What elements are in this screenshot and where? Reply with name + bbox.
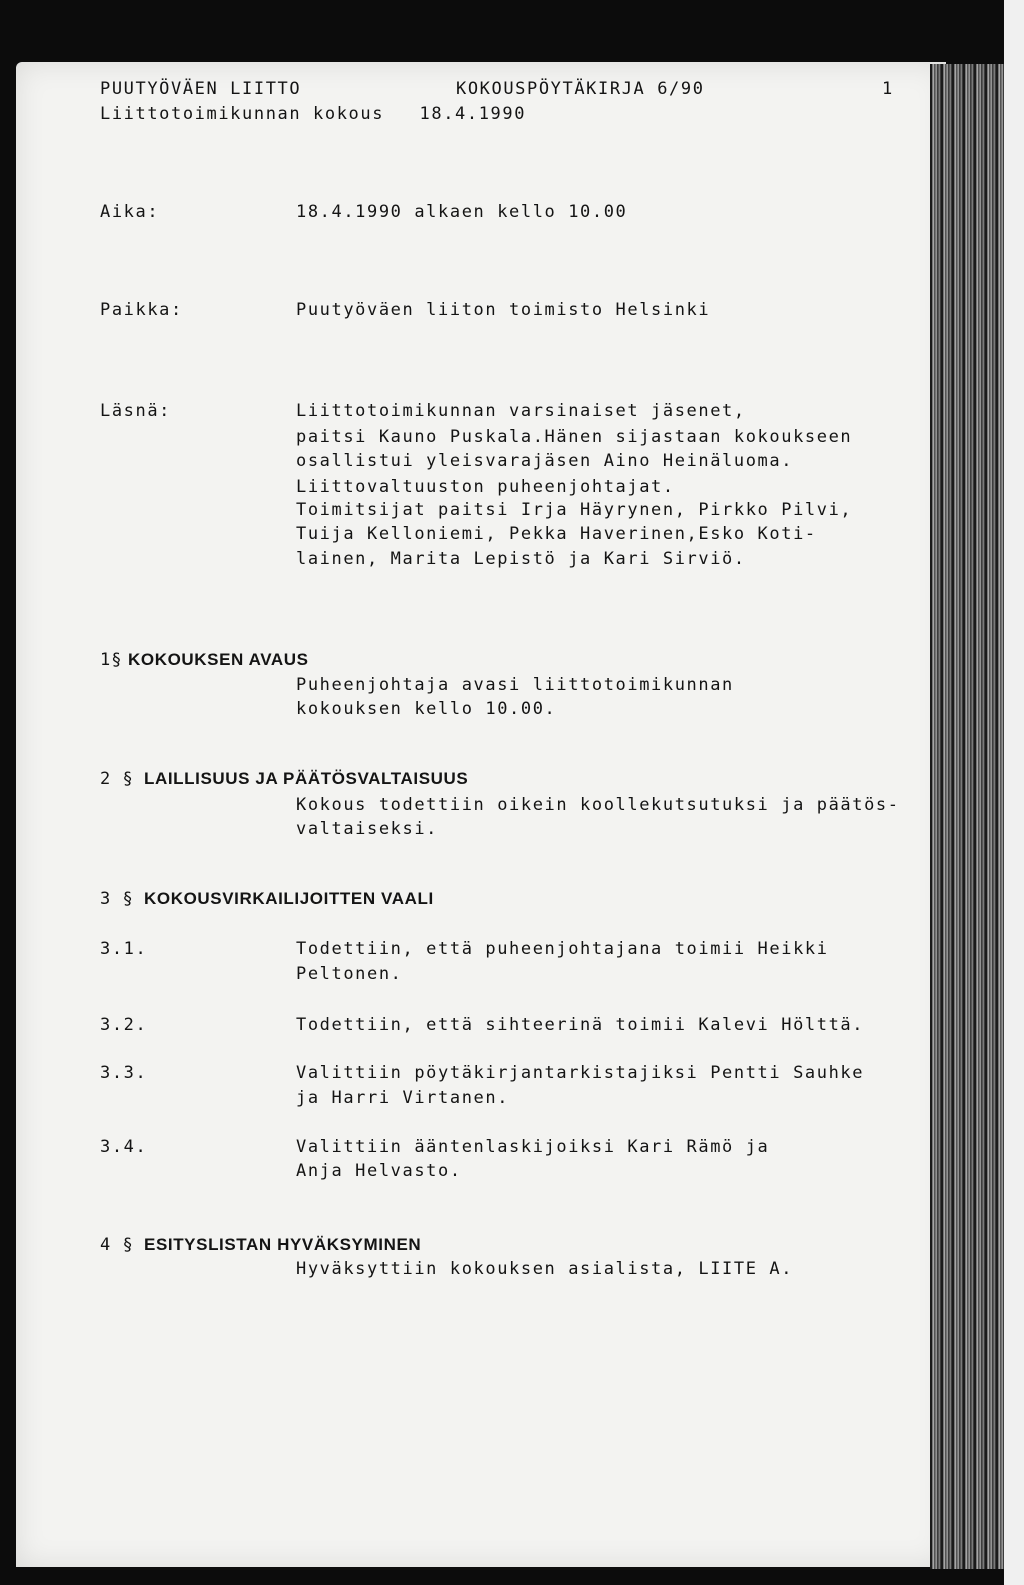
- section-text: Puheenjohtaja avasi liittotoimikunnan: [296, 675, 734, 695]
- present-line: Liittotoimikunnan varsinaiset jäsenet,: [296, 401, 746, 421]
- item-text: Valittiin ääntenlaskijoiksi Kari Rämö ja: [296, 1137, 770, 1157]
- section-heading: ESITYSLISTAN HYVÄKSYMINEN: [144, 1235, 422, 1254]
- meeting-line: Liittotoimikunnan kokous 18.4.1990: [100, 104, 527, 124]
- present-line: Liittovaltuuston puheenjohtajat.: [296, 477, 675, 497]
- present-line: Tuija Kelloniemi, Pekka Haverinen,Esko Koti-: [296, 524, 817, 544]
- document-title: KOKOUSPÖYTÄKIRJA 6/90: [456, 79, 705, 99]
- section-text: Kokous todettiin oikein koollekutsutuksi ja päätös-: [296, 795, 900, 815]
- item-number: 3.2.: [100, 1015, 148, 1035]
- section-number: 1§: [100, 650, 123, 670]
- present-label: Läsnä:: [100, 401, 172, 421]
- present-line: osallistui yleisvarajäsen Aino Heinäluoma.: [296, 451, 794, 471]
- section-text: kokouksen kello 10.00.: [296, 699, 557, 719]
- place-value: Puutyöväen liiton toimisto Helsinki: [296, 300, 711, 320]
- section-heading: KOKOUKSEN AVAUS: [128, 650, 309, 669]
- section-number: 3 §: [100, 889, 134, 909]
- item-text: Valittiin pöytäkirjantarkistajiksi Pentti Sauhke: [296, 1063, 865, 1083]
- present-line: Toimitsijat paitsi Irja Häyrynen, Pirkko Pilvi,: [296, 500, 853, 520]
- item-text: Todettiin, että puheenjohtajana toimii Heikki: [296, 939, 829, 959]
- page-edges: [930, 64, 1006, 1569]
- item-number: 3.4.: [100, 1137, 148, 1157]
- item-number: 3.3.: [100, 1063, 148, 1083]
- item-text: Anja Helvasto.: [296, 1161, 462, 1181]
- item-text: ja Harri Virtanen.: [296, 1088, 510, 1108]
- section-number: 4 §: [100, 1235, 134, 1255]
- present-line: paitsi Kauno Puskala.Hänen sijastaan kokoukseen: [296, 427, 853, 447]
- section-number: 2 §: [100, 769, 134, 789]
- time-label: Aika:: [100, 202, 160, 222]
- page-edge-right: [1004, 0, 1024, 1585]
- section-heading: KOKOUSVIRKAILIJOITTEN VAALI: [144, 889, 434, 908]
- item-text: Todettiin, että sihteerinä toimii Kalevi Hölttä.: [296, 1015, 865, 1035]
- org-name: PUUTYÖVÄEN LIITTO: [100, 79, 302, 99]
- item-text: Peltonen.: [296, 964, 403, 984]
- present-line: lainen, Marita Lepistö ja Kari Sirviö.: [296, 549, 746, 569]
- item-number: 3.1.: [100, 939, 148, 959]
- section-text: valtaiseksi.: [296, 819, 439, 839]
- time-value: 18.4.1990 alkaen kello 10.00: [296, 202, 628, 222]
- place-label: Paikka:: [100, 300, 183, 320]
- section-heading: LAILLISUUS JA PÄÄTÖSVALTAISUUS: [144, 769, 469, 788]
- section-text: Hyväksyttiin kokouksen asialista, LIITE A.: [296, 1259, 794, 1279]
- page-number: 1: [882, 79, 894, 99]
